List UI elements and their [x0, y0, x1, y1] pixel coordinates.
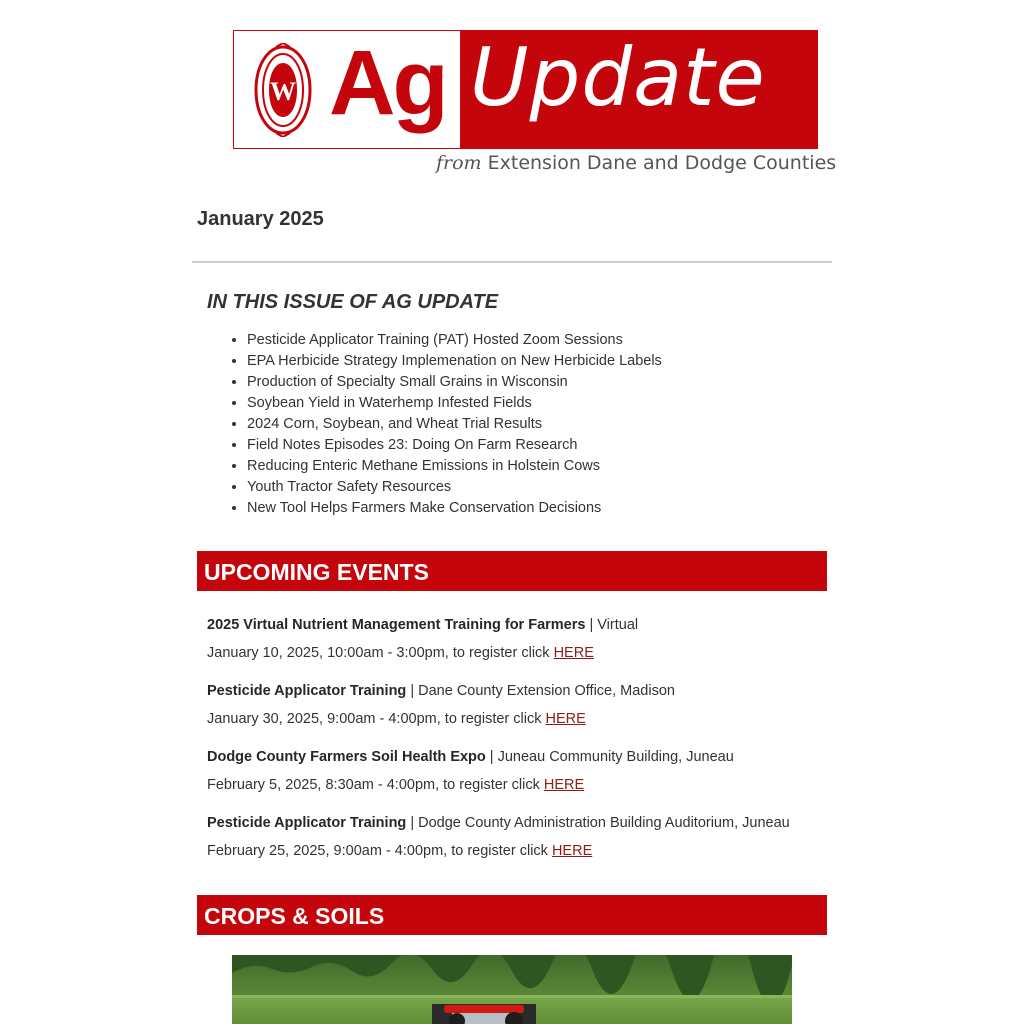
event-details: January 30, 2025, 9:00am - 4:00pm, to register click: [207, 711, 546, 727]
list-item: • Pesticide Applicator Training (PAT) Hosted Zoom Sessions: [247, 330, 662, 351]
event-item: [207, 614, 827, 670]
register-link[interactable]: HERE: [543, 777, 585, 793]
logo-red-panel: [460, 30, 818, 149]
uw-crest-icon: [252, 43, 314, 137]
list-item: • Reducing Enteric Methane Emissions in Holstein Cows: [247, 456, 662, 477]
event-details: February 25, 2025, 9:00am - 4:00pm, to register click: [207, 843, 552, 859]
events-list: [207, 614, 827, 878]
crest-letter: W: [270, 77, 296, 106]
event-title: Dodge County Farmers Soil Health Expo: [207, 749, 486, 765]
tractor-field-photo: [232, 955, 792, 1024]
list-item: • Field Notes Episodes 23: Doing On Farm Research: [247, 435, 662, 456]
event-details: February 5, 2025, 8:30am - 4:00pm, to register click: [207, 777, 544, 793]
crops-soils-heading: CROPS & SOILS: [197, 895, 827, 935]
list-item: • Youth Tractor Safety Resources: [247, 477, 662, 498]
register-link[interactable]: HERE: [553, 645, 594, 661]
logo-ag-text: Ag: [329, 32, 446, 134]
register-link[interactable]: HERE: [545, 711, 586, 727]
register-link[interactable]: HERE: [551, 843, 593, 859]
event-title: Pesticide Applicator Training: [207, 683, 407, 699]
event-location: | Dane County Extension Office, Madison: [406, 683, 675, 699]
event-location: | Dodge County Administration Building Auditorium, Juneau: [406, 815, 790, 831]
list-item: • EPA Herbicide Strategy Implemenation on New Herbicide Labels: [247, 351, 662, 372]
list-item: • Production of Specialty Small Grains in Wisconsin: [247, 372, 662, 393]
event-item: [207, 680, 827, 736]
event-item: [207, 746, 827, 802]
tractor-icon: [432, 1004, 536, 1024]
in-this-issue-heading: IN THIS ISSUE OF AG UPDATE: [207, 291, 499, 313]
tagline-text: Extension Dane and Dodge Counties: [481, 152, 837, 174]
issue-date: January 2025: [197, 208, 324, 230]
upcoming-events-heading: UPCOMING EVENTS: [197, 551, 827, 591]
event-details: January 10, 2025, 10:00am - 3:00pm, to register click: [207, 645, 554, 661]
logo-tagline: [436, 152, 836, 174]
list-item: • 2024 Corn, Soybean, and Wheat Trial Results: [247, 414, 662, 435]
list-item: • Soybean Yield in Waterhemp Infested Fields: [247, 393, 662, 414]
event-item: [207, 812, 827, 868]
ag-update-logo-banner: [233, 30, 817, 149]
header-divider: [192, 261, 832, 263]
event-title: Pesticide Applicator Training: [207, 815, 407, 831]
tagline-from: from: [436, 152, 482, 174]
issue-contents-list: [207, 330, 662, 519]
event-location: | Virtual: [585, 617, 639, 633]
event-title: 2025 Virtual Nutrient Management Training for Farmers: [207, 617, 586, 633]
list-item: • New Tool Helps Farmers Make Conservation Decisions: [247, 498, 662, 519]
logo-update-text: Update: [470, 31, 766, 124]
event-location: | Juneau Community Building, Juneau: [485, 749, 734, 765]
